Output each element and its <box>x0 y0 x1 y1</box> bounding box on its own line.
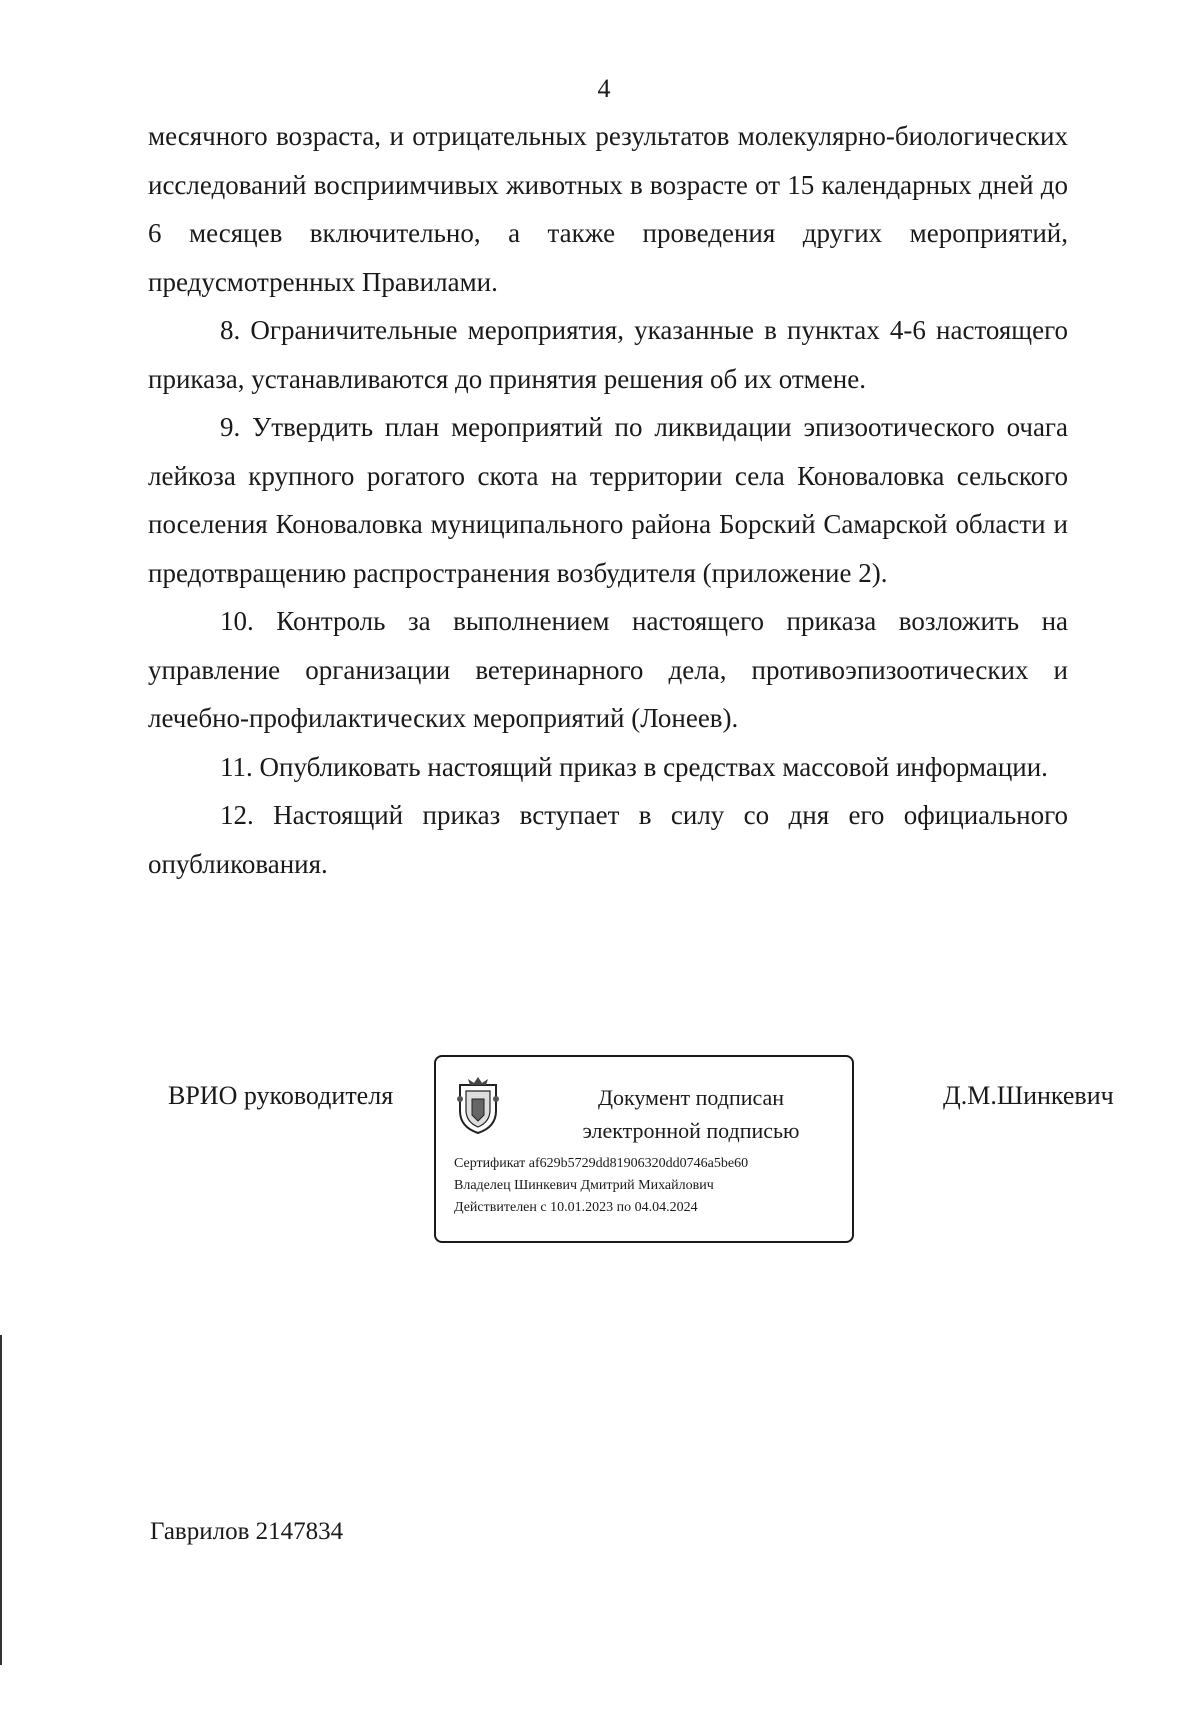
paragraph-item-12: 12. Настоящий приказ вступает в силу со дня его официального опубликования. <box>148 800 1068 879</box>
page-number: 4 <box>597 74 611 103</box>
scan-edge-line <box>0 1335 2 1665</box>
signatory-name: Д.М.Шинкевич <box>943 1081 1114 1110</box>
stamp-certificate: Сертификат af629b5729dd81906320dd0746a5be60 <box>454 1156 749 1171</box>
stamp-title-line-1: Документ подписан <box>597 1085 785 1110</box>
coat-of-arms-icon <box>454 1075 502 1137</box>
stamp-validity: Действителен с 10.01.2023 по 04.04.2024 <box>454 1200 698 1215</box>
signature-block <box>148 1055 1128 1245</box>
paragraph-item-9: 9. Утвердить план мероприятий по ликвидации эпизоотического очага лейкоза крупного рогатого скота на территории села Коноваловка сельского поселения Коноваловка муниципального района Борский Самарской области и предотвращению распространения возбудителя (приложение 2). <box>148 412 1068 588</box>
paragraph-item-11: 11. Опубликовать настоящий приказ в средствах массовой информации. <box>220 751 1048 782</box>
stamp-title <box>546 1081 836 1147</box>
stamp-details <box>454 1153 748 1219</box>
stamp-title-line-2: электронной подписью <box>582 1118 800 1143</box>
paragraph-continuation: месячного возраста, и отрицательных результатов молекулярно-биологических исследований восприимчивых животных в возрасте от 15 календарных дней до 6 месяцев включительно, а также проведения других мероприятий, предусмотренных Правилами. <box>148 121 1068 297</box>
electronic-signature-stamp <box>434 1055 854 1243</box>
stamp-owner: Владелец Шинкевич Дмитрий Михайлович <box>454 1178 714 1193</box>
executor-note: Гаврилов 2147834 <box>150 1518 344 1545</box>
paragraph-item-8: 8. Ограничительные мероприятия, указанные в пунктах 4-6 настоящего приказа, устанавливаются до принятия решения об их отмене. <box>148 315 1068 394</box>
document-body <box>148 112 1068 888</box>
signatory-role: ВРИО руководителя <box>168 1081 394 1110</box>
paragraph-item-10: 10. Контроль за выполнением настоящего приказа возложить на управление организации ветеринарного дела, противоэпизоотических и лечебно-профилактических мероприятий (Лонеев). <box>148 606 1068 733</box>
